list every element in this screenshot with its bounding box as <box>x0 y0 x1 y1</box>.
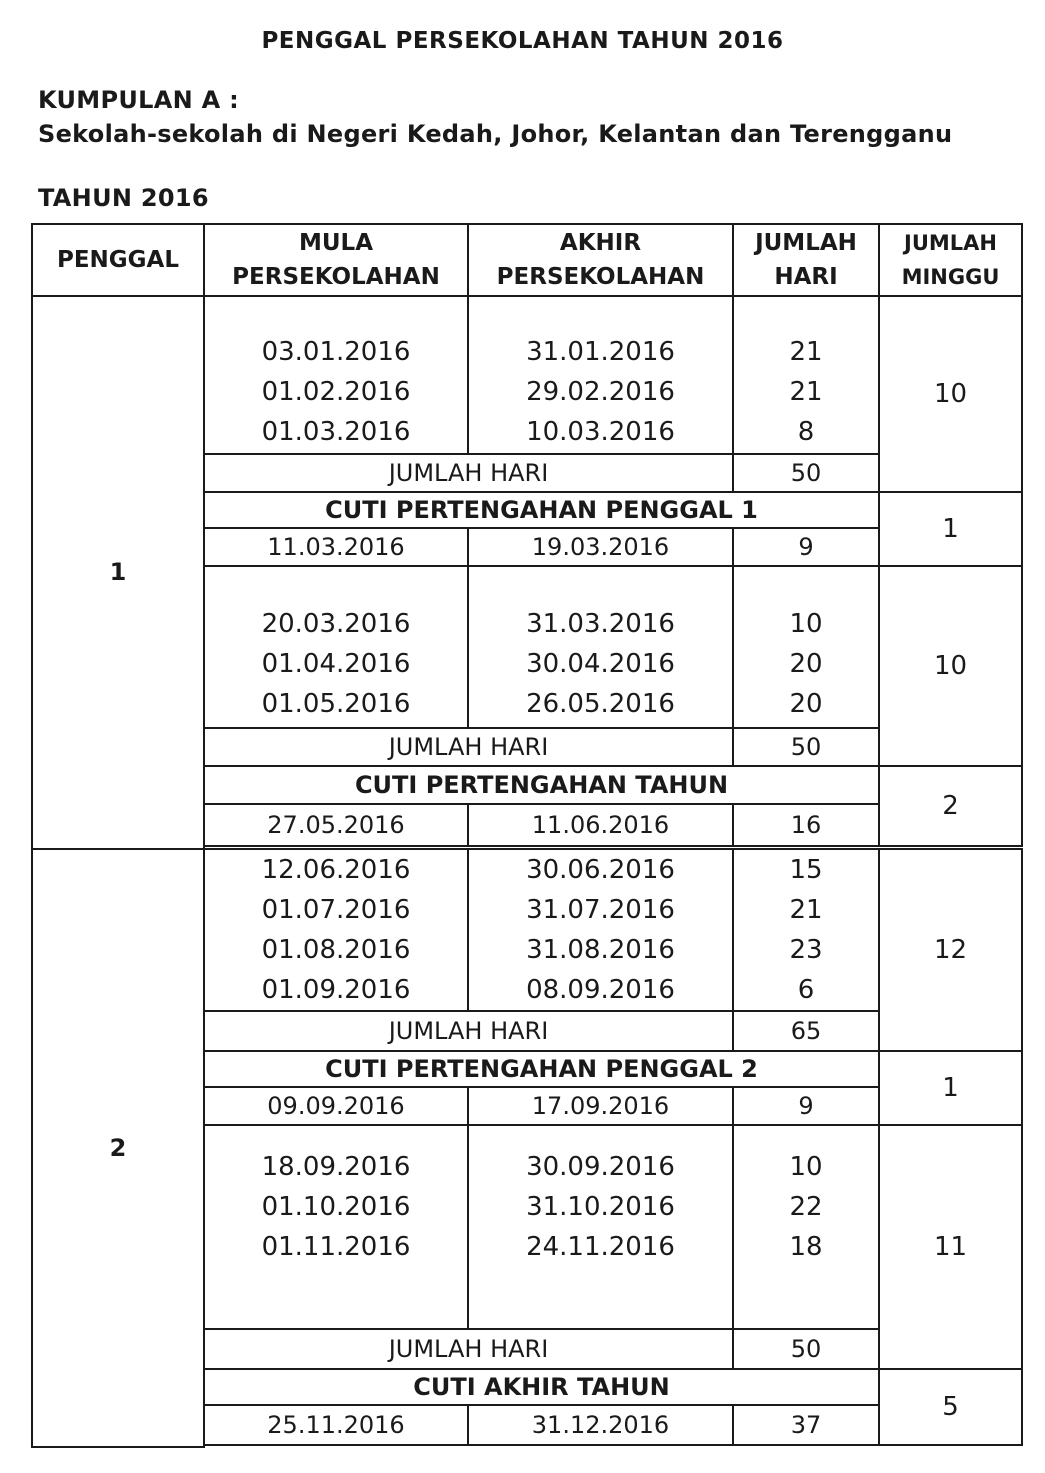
day-count: 8 <box>797 417 815 447</box>
day-count: 6 <box>797 974 815 1005</box>
p1b1-total-label: JUMLAH HARI <box>204 454 733 492</box>
p2b2-weeks: 11 <box>879 1125 1022 1369</box>
header-row <box>32 224 1022 296</box>
calendar-table <box>31 223 1023 1448</box>
p1-break1-days: 9 <box>733 528 879 566</box>
header-akhir-line2: PERSEKOLAHAN <box>496 264 705 290</box>
date-cell: 03.01.2016 <box>261 337 411 367</box>
header-minggu-line2: MINGGU <box>901 265 1000 289</box>
date-cell: 30.06.2016 <box>526 854 675 885</box>
header-jumlah-minggu <box>879 224 1022 296</box>
day-count: 22 <box>789 1191 823 1222</box>
p1-break1-start: 11.03.2016 <box>204 528 468 566</box>
penggal-1-number: 1 <box>32 296 204 849</box>
p2b2-days <box>733 1125 879 1329</box>
header-hari-line1: JUMLAH <box>755 230 857 256</box>
group-label: KUMPULAN A : <box>38 86 240 114</box>
p1-break1-title: CUTI PERTENGAHAN PENGGAL 1 <box>204 492 879 528</box>
p2-break1-start: 09.09.2016 <box>204 1087 468 1125</box>
header-akhir <box>468 224 733 296</box>
day-count: 20 <box>789 649 823 679</box>
p1-break2-weeks: 2 <box>879 766 1022 846</box>
p2-break1-weeks: 1 <box>879 1051 1022 1125</box>
p1b1-starts <box>204 296 468 454</box>
header-mula <box>204 224 468 296</box>
p2b1-ends <box>468 849 733 1011</box>
date-cell: 30.09.2016 <box>526 1151 675 1182</box>
day-count: 23 <box>789 934 823 965</box>
page-title: PENGGAL PERSEKOLAHAN TAHUN 2016 <box>261 28 784 54</box>
p1-break2-days: 16 <box>733 804 879 846</box>
header-akhir-line1: AKHIR <box>559 230 642 256</box>
p2b1-starts <box>204 849 468 1011</box>
date-cell: 20.03.2016 <box>261 609 411 639</box>
p2b2-total: 50 <box>733 1329 879 1369</box>
day-count: 10 <box>789 609 823 639</box>
day-count: 18 <box>789 1231 823 1262</box>
date-cell: 31.03.2016 <box>526 609 675 639</box>
date-cell: 10.03.2016 <box>526 417 675 447</box>
p2-break1-title: CUTI PERTENGAHAN PENGGAL 2 <box>204 1051 879 1087</box>
date-cell: 01.03.2016 <box>261 417 411 447</box>
date-cell: 01.11.2016 <box>261 1231 411 1262</box>
date-cell: 24.11.2016 <box>526 1231 675 1262</box>
p1-break2-title: CUTI PERTENGAHAN TAHUN <box>204 766 879 804</box>
header-jumlah-hari <box>733 224 879 296</box>
table-row <box>32 849 1022 1011</box>
p2b1-total-label: JUMLAH HARI <box>204 1011 733 1051</box>
date-cell: 31.01.2016 <box>526 337 675 367</box>
p1b1-weeks: 10 <box>879 296 1022 492</box>
header-hari-line2: HARI <box>774 264 838 290</box>
p2b2-starts <box>204 1125 468 1329</box>
date-cell: 01.02.2016 <box>261 377 411 407</box>
p1b2-weeks: 10 <box>879 566 1022 766</box>
date-cell: 01.07.2016 <box>261 894 411 925</box>
day-count: 15 <box>789 854 823 885</box>
p2b1-total: 65 <box>733 1011 879 1051</box>
p2b2-total-label: JUMLAH HARI <box>204 1329 733 1369</box>
date-cell: 01.04.2016 <box>261 649 411 679</box>
p1b1-ends <box>468 296 733 454</box>
p2-break2-days: 37 <box>733 1405 879 1445</box>
day-count: 21 <box>789 377 823 407</box>
penggal-2-number: 2 <box>32 849 204 1448</box>
p2-break2-weeks: 5 <box>879 1369 1022 1445</box>
day-count: 21 <box>789 894 823 925</box>
p1b2-days <box>733 566 879 728</box>
p1-break1-weeks: 1 <box>879 492 1022 566</box>
p2b1-days <box>733 849 879 1011</box>
header-minggu-line1: JUMLAH <box>904 231 997 255</box>
p1b2-total: 50 <box>733 728 879 766</box>
p1b2-total-label: JUMLAH HARI <box>204 728 733 766</box>
date-cell: 18.09.2016 <box>261 1151 411 1182</box>
date-cell: 01.10.2016 <box>261 1191 411 1222</box>
header-mula-line2: PERSEKOLAHAN <box>232 264 440 290</box>
p1b2-starts <box>204 566 468 728</box>
p1-break2-start: 27.05.2016 <box>204 804 468 846</box>
date-cell: 08.09.2016 <box>526 974 675 1005</box>
header-mula-line1: MULA <box>298 230 374 256</box>
p2-break2-end: 31.12.2016 <box>468 1405 733 1445</box>
p2b1-weeks: 12 <box>879 849 1022 1051</box>
date-cell: 01.09.2016 <box>261 974 411 1005</box>
p2-break1-days: 9 <box>733 1087 879 1125</box>
p2-break1-end: 17.09.2016 <box>468 1087 733 1125</box>
date-cell: 31.07.2016 <box>526 894 675 925</box>
date-cell: 31.08.2016 <box>526 934 675 965</box>
p2b2-ends <box>468 1125 733 1329</box>
date-cell: 29.02.2016 <box>526 377 675 407</box>
day-count: 21 <box>789 337 823 367</box>
date-cell: 12.06.2016 <box>261 854 411 885</box>
day-count: 20 <box>789 689 823 719</box>
header-penggal: PENGGAL <box>32 224 204 296</box>
day-count: 10 <box>789 1151 823 1182</box>
p1b1-days <box>733 296 879 454</box>
p2-break2-start: 25.11.2016 <box>204 1405 468 1445</box>
p1b1-total: 50 <box>733 454 879 492</box>
year-label: TAHUN 2016 <box>38 184 209 212</box>
table-row <box>32 296 1022 454</box>
p2-break2-title: CUTI AKHIR TAHUN <box>204 1369 879 1405</box>
date-cell: 31.10.2016 <box>526 1191 675 1222</box>
p1-break2-end: 11.06.2016 <box>468 804 733 846</box>
date-cell: 01.05.2016 <box>261 689 411 719</box>
group-description: Sekolah-sekolah di Negeri Kedah, Johor, Kelantan dan Terengganu <box>38 120 953 148</box>
date-cell: 26.05.2016 <box>526 689 675 719</box>
p1-break1-end: 19.03.2016 <box>468 528 733 566</box>
date-cell: 30.04.2016 <box>526 649 675 679</box>
date-cell: 01.08.2016 <box>261 934 411 965</box>
p1b2-ends <box>468 566 733 728</box>
